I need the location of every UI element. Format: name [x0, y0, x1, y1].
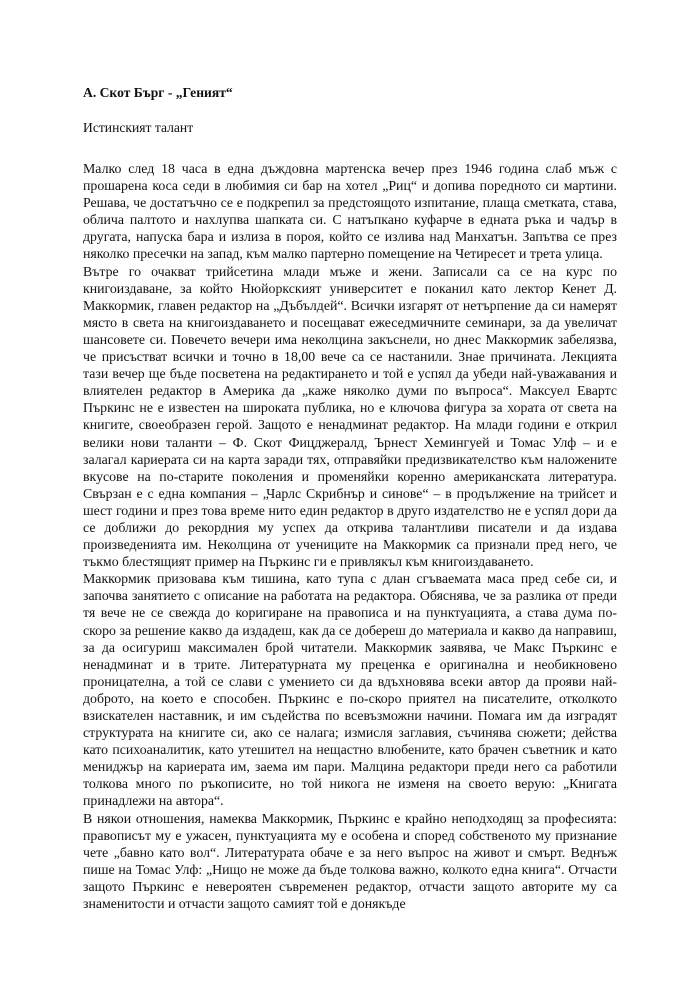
document-title: А. Скот Бърг - „Геният“ [83, 85, 233, 100]
paragraph-4: В някои отношения, намеква Маккормик, Пъркинс е крайно неподходящ за професията: правописът му е ужасен, пунктуацията му е особена и според собственото му признание чете „бавно като вол“. Литературата обаче е за него въпрос на живот и смърт. Веднъж пише на Томас Улф: „Нищо не може да бъде толкова важно, колкото една книга“. Отчасти защото Пъркинс е невероятен съвременен редактор, отчасти защото авторите му са знаменитости и отчасти защото самият той е донякъде [83, 810, 617, 912]
paragraph-1: Малко след 18 часа в една дъждовна мартенска вечер през 1946 година слаб мъж с прошарена коса седи в любимия си бар на хотел „Риц“ и допива поредното си мартини. Решава, че достатъчно се е подкрепил за предстоящото изпитание, плаща сметката, става, облича палтото и нахлупва шапката си. С натъпкано куфарче в едната ръка и чадър в другата, напуска бара и излиза в пороя, който се излива над Манхатън. Запътва се през няколко пресечки на запад, към малко партерно помещение на Четиресет и трета улица. [83, 161, 617, 262]
paragraph-3: Маккормик призовава към тишина, като тупа с длан сгъваемата маса пред себе си, и започва занятието с описание на работата на редактора. Обяснява, че за разлика от преди тя вече не се свежда до коригиране на правописа и на пунктуацията, а става дума по-скоро за решение какво да издадеш, как да се добереш до материала и какво да направиш, за да осигуриш максимален брой читатели. Маккормик заявява, че Макс Пъркинс е ненадминат и в трите. Литературната му преценка е оригинална и необикновено проницателна, а той се слави с умението си да вдъхновява всеки автор да прояви най-доброто, на което е способен. Пъркинс е по-скоро приятел на писателите, отколкото взискателен наставник, и им съдейства по всевъзможни начини. Помага им да изградят структурата на книгите си, ако се налага; измисля заглавия, съчинява сюжети; действа като психоаналитик, като утешител на нещастно влюбените, като брачен съветник и като мениджър на кариерата им, заема им пари. Малцина редактори преди него са работили толкова много по ръкописите, но той никога не изменя на своето верую: „Книгата принадлежи на автора“. [83, 571, 617, 809]
document-body [83, 160, 617, 912]
section-subtitle: Истинският талант [83, 120, 194, 135]
paragraph-2: Вътре го очакват трийсетина млади мъже и жени. Записали са се на курс по книгоиздаване, за който Нюйоркският университет е поканил като лектор Кенет Д. Маккормик, главен редактор на „Дъбълдей“. Всички изгарят от нетърпение да си намерят място в света на книгоиздаването и посещават ежеседмичните семинари, за да увеличат шансовете си. Повечето вечери има неколцина закъснели, но днес Маккормик забелязва, че присъстват всички и точно в 18,00 вече са се настанили. Знае причината. Лекцията тази вечер ще бъде посветена на редактирането и той е успял да убеди най-уважавания и влиятелен редактор в Америка да „каже няколко думи по въпроса“. Максуел Евартс Пъркинс не е известен на широката публика, но е ключова фигура за хората от света на книгите, своеобразен герой. Защото е ненадминат редактор. На млади години е открил велики нови таланти – Ф. Скот Фицджералд, Ърнест Хемингуей и Томас Улф – и е залагал кариерата си на карта заради тях, отправяйки предизвикателство към наложените вкусове на по-старите поколения и променяйки коренно американската литература. Свързан е с една компания – „Чарлс Скрибнър и синове“ – в продължение на трийсет и шест години и през това време нито един редактор в друго издателство не е успял дори да се доближи до рекордния му успех да открива талантливи писатели и да издава произведенията им. Неколцина от учениците на Маккормик са признали пред него, че тъкмо блестящият пример на Пъркинс ги е привлякъл към книгоиздаването. [83, 263, 617, 570]
